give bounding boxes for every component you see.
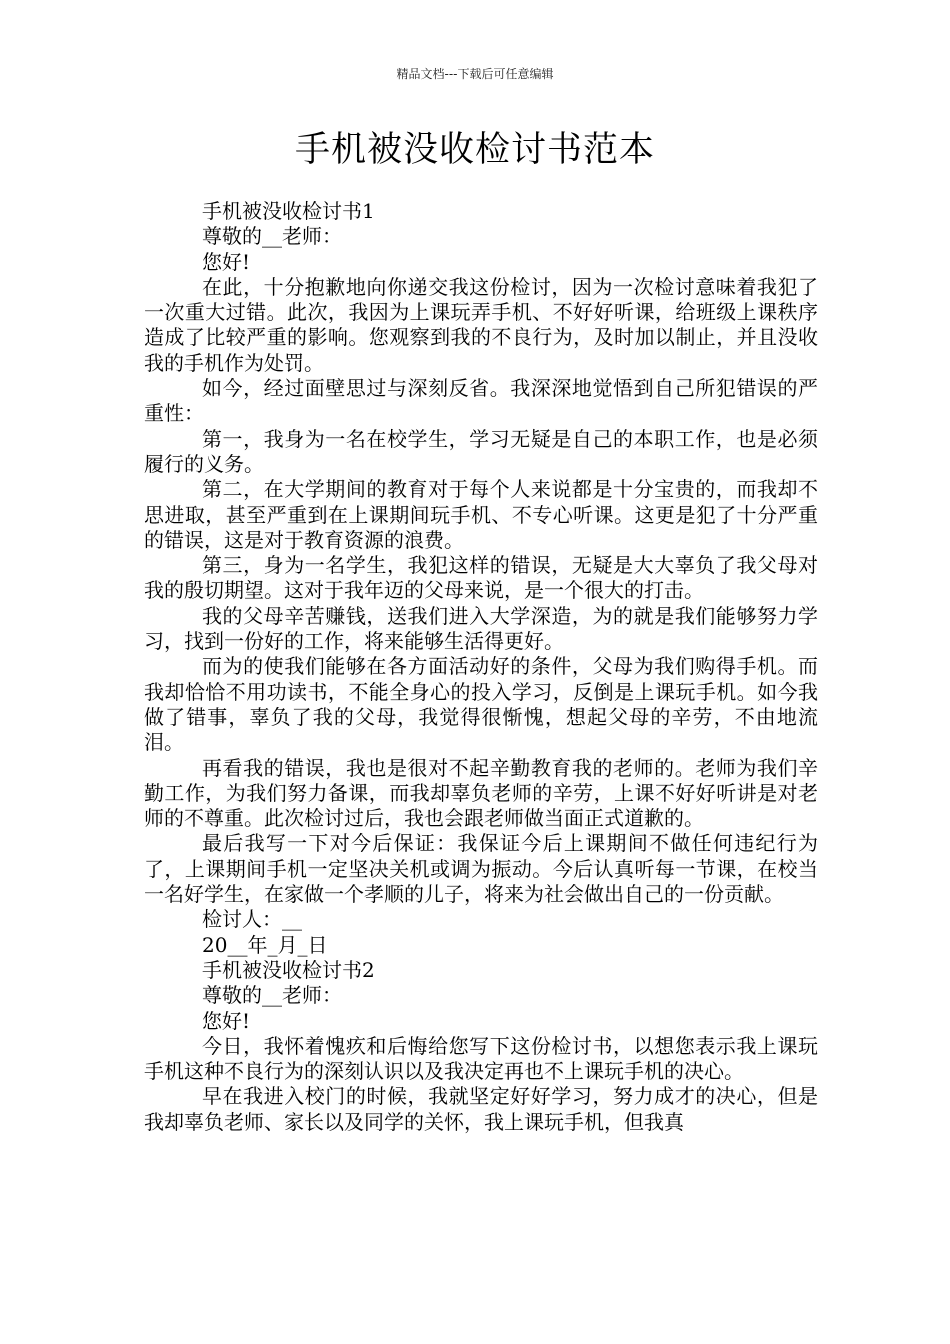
salutation: 尊敬的__老师： <box>202 983 342 1008</box>
paragraph: 今日，我怀着愧疚和后悔给您写下这份检讨书，以想您表示我上课玩手机这种不良行为的深刻认识以及我决定再也不上课玩手机的决心。 <box>144 1033 818 1084</box>
paragraph: 我的父母辛苦赚钱，送我们进入大学深造，为的就是我们能够努力学习，找到一份好的工作，将来能够生活得更好。 <box>144 603 818 654</box>
paragraph: 在此，十分抱歉地向你递交我这份检讨，因为一次检讨意味着我犯了一次重大过错。此次，我因为上课玩弄手机、不好好听课，给班级上课秩序造成了比较严重的影响。您观察到我的不良行为，及时加以制止，并且没收我的手机作为处罚。 <box>144 274 818 375</box>
document-body <box>144 199 818 1135</box>
document-title: 手机被没收检讨书范本 <box>294 130 655 170</box>
section-heading-1: 手机被没收检讨书1 <box>202 199 375 223</box>
date-line: 20__年_月_日 <box>202 932 328 957</box>
paragraph: 早在我进入校门的时候，我就坚定好好学习，努力成才的决心，但是我却辜负老师、家长以及同学的关怀，我上课玩手机，但我真 <box>144 1084 818 1134</box>
paragraph: 第三，身为一名学生，我犯这样的错误，无疑是大大辜负了我父母对我的殷切期望。这对于我年迈的父母来说，是一个很大的打击。 <box>144 553 818 603</box>
paragraph: 最后我写一下对今后保证：我保证今后上课期间不做任何违纪行为了，上课期间手机一定坚决关机或调为振动。今后认真听每一节课，在校当一名好学生，在家做一个孝顺的儿子，将来为社会做出自己的一份贡献。 <box>144 831 818 907</box>
greeting: 您好! <box>202 1008 251 1033</box>
paragraph: 第二，在大学期间的教育对于每个人来说都是十分宝贵的，而我却不思进取，甚至严重到在上课期间玩手机、不专心听课。这更是犯了十分严重的错误，这是对于教育资源的浪费。 <box>144 477 818 552</box>
greeting: 您好! <box>202 249 251 274</box>
salutation: 尊敬的__老师： <box>202 224 342 249</box>
signature-line: 检讨人：__ <box>202 907 302 932</box>
paragraph: 再看我的错误，我也是很对不起辛勤教育我的老师的。老师为我们辛勤工作，为我们努力备课，而我却辜负老师的辛劳，上课不好好听讲是对老师的不尊重。此次检讨过后，我也会跟老师做当面正式道歉的。 <box>144 755 818 831</box>
paragraph: 而为的使我们能够在各方面活动好的条件，父母为我们购得手机。而我却恰恰不用功读书，不能全身心的投入学习，反倒是上课玩手机。如今我做了错事，辜负了我的父母，我觉得很惭愧，想起父母的辛劳，不由地流泪。 <box>144 654 818 755</box>
section-heading-2: 手机被没收检讨书2 <box>202 957 375 982</box>
header-note: 精品文档---下载后可任意编辑 <box>396 67 554 81</box>
paragraph: 如今，经过面壁思过与深刻反省。我深深地觉悟到自己所犯错误的严重性： <box>144 376 818 426</box>
paragraph: 第一，我身为一名在校学生，学习无疑是自己的本职工作，也是必须履行的义务。 <box>144 426 818 476</box>
